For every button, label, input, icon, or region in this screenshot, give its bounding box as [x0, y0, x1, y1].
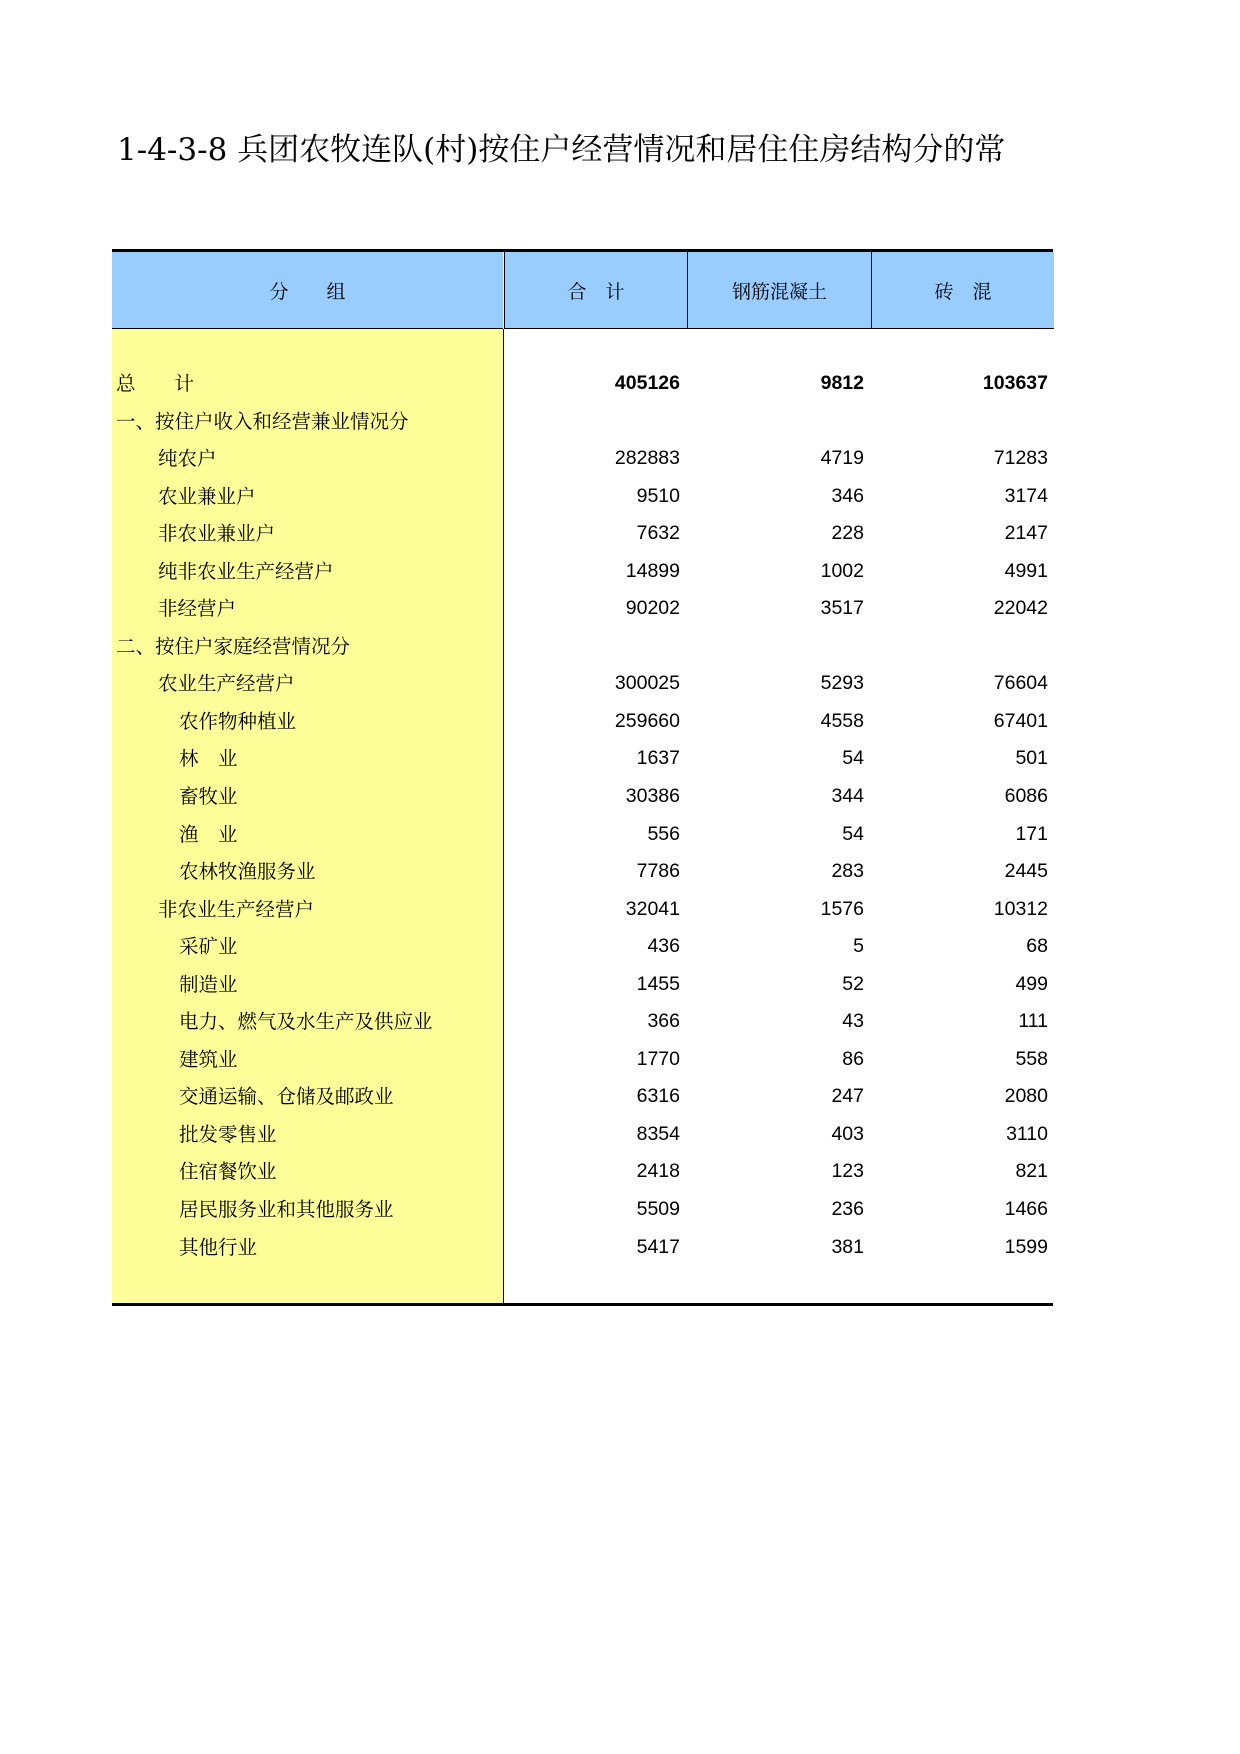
value-brick-concrete: 4991 [1004, 559, 1048, 582]
value-brick-concrete: 2147 [1004, 522, 1048, 545]
value-brick-concrete: 171 [1015, 822, 1048, 845]
value-total: 6316 [636, 1085, 680, 1108]
value-total [504, 403, 680, 441]
row-label: 一、按住户收入和经营兼业情况分 [116, 409, 409, 433]
value-brick-concrete: 76604 [993, 672, 1048, 695]
row-label: 制造业 [179, 972, 238, 996]
value-reinforced-concrete: 4558 [820, 709, 864, 732]
value-brick-concrete: 68 [1026, 935, 1048, 958]
row-label: 其他行业 [179, 1235, 258, 1259]
value-reinforced-concrete: 344 [831, 785, 864, 808]
value-total: 2418 [636, 1160, 680, 1183]
table-row [112, 891, 1053, 929]
value-brick-concrete: 22042 [993, 597, 1048, 620]
value-reinforced-concrete: 1576 [820, 897, 864, 920]
value-brick-concrete: 111 [1018, 1010, 1048, 1033]
value-reinforced-concrete: 228 [831, 522, 864, 545]
table-bottom-rule [112, 1303, 1053, 1306]
value-reinforced-concrete [687, 628, 864, 666]
value-total: 300025 [614, 672, 680, 695]
table-row [112, 1003, 1053, 1041]
table-row [112, 853, 1053, 891]
table-body [112, 365, 1053, 1266]
value-brick-concrete: 3110 [1006, 1122, 1048, 1145]
value-total: 282883 [614, 447, 680, 470]
row-label: 建筑业 [179, 1047, 238, 1071]
value-reinforced-concrete: 86 [842, 1047, 864, 1070]
row-label: 农业生产经营户 [158, 672, 295, 696]
value-total: 90202 [625, 597, 680, 620]
table-row [112, 628, 1053, 666]
value-total: 30386 [625, 785, 680, 808]
value-reinforced-concrete: 3517 [820, 597, 864, 620]
row-label: 非农业生产经营户 [158, 897, 315, 921]
value-total: 405126 [614, 372, 680, 394]
table-row [112, 928, 1053, 966]
value-brick-concrete: 3174 [1004, 484, 1048, 507]
header-reinforced-concrete: 钢筋混凝土 [687, 252, 871, 329]
value-total: 556 [647, 822, 680, 845]
table-row [112, 515, 1053, 553]
table-row [112, 1191, 1053, 1229]
row-label: 居民服务业和其他服务业 [179, 1198, 394, 1222]
value-reinforced-concrete: 123 [831, 1160, 864, 1183]
table-row [112, 703, 1053, 741]
table-row [112, 778, 1053, 816]
value-total: 32041 [625, 897, 680, 920]
table-row [112, 1229, 1053, 1267]
row-label: 林 业 [179, 747, 238, 771]
value-total: 1770 [636, 1047, 680, 1070]
row-label: 总 计 [116, 372, 195, 395]
page-title: 1-4-3-8 兵团农牧连队(村)按住户经营情况和居住住房结构分的常 [117, 132, 1006, 168]
row-label: 住宿餐饮业 [179, 1160, 277, 1184]
value-reinforced-concrete [687, 403, 864, 441]
row-label: 农林牧渔服务业 [179, 860, 316, 884]
value-total: 8354 [636, 1122, 680, 1145]
row-label: 批发零售业 [179, 1122, 277, 1146]
row-label: 非农业兼业户 [158, 522, 276, 546]
value-total: 7632 [636, 522, 680, 545]
row-label: 纯农户 [158, 447, 217, 471]
value-brick-concrete: 71283 [993, 447, 1048, 470]
row-label: 电力、燃气及水生产及供应业 [179, 1010, 433, 1034]
value-reinforced-concrete: 5 [853, 935, 864, 958]
value-brick-concrete [871, 403, 1048, 441]
value-total: 7786 [636, 860, 680, 883]
value-brick-concrete: 67401 [993, 709, 1048, 732]
value-reinforced-concrete: 9812 [820, 372, 864, 394]
value-reinforced-concrete: 52 [842, 972, 864, 995]
row-label: 农业兼业户 [158, 484, 256, 508]
value-total: 436 [647, 935, 680, 958]
value-brick-concrete: 499 [1015, 972, 1048, 995]
table-row [112, 365, 1053, 403]
value-reinforced-concrete: 4719 [820, 447, 864, 470]
table-row [112, 590, 1053, 628]
value-reinforced-concrete: 381 [831, 1235, 864, 1258]
table-row [112, 440, 1053, 478]
table-row [112, 1153, 1053, 1191]
row-label: 纯非农业生产经营户 [158, 559, 334, 583]
table-row [112, 1041, 1053, 1079]
row-label: 畜牧业 [179, 785, 238, 809]
value-brick-concrete: 821 [1015, 1160, 1048, 1183]
table-row [112, 478, 1053, 516]
value-total: 14899 [625, 559, 680, 582]
value-reinforced-concrete: 346 [831, 484, 864, 507]
value-total [504, 628, 680, 666]
value-total: 1637 [636, 747, 680, 770]
table-row [112, 553, 1053, 591]
value-brick-concrete: 1599 [1004, 1235, 1048, 1258]
header-brick-concrete: 砖 混 [871, 252, 1054, 329]
header-group: 分 组 [112, 252, 503, 329]
value-brick-concrete: 501 [1015, 747, 1048, 770]
value-brick-concrete: 2445 [1004, 860, 1048, 883]
row-label: 交通运输、仓储及邮政业 [179, 1085, 394, 1109]
value-total: 366 [647, 1010, 680, 1033]
value-total: 5417 [636, 1235, 680, 1258]
table-row [112, 740, 1053, 778]
table-row [112, 1116, 1053, 1154]
value-reinforced-concrete: 283 [831, 860, 864, 883]
value-reinforced-concrete: 1002 [820, 559, 864, 582]
value-reinforced-concrete: 54 [842, 822, 864, 845]
value-reinforced-concrete: 5293 [820, 672, 864, 695]
table-row [112, 966, 1053, 1004]
row-label: 渔 业 [179, 822, 238, 846]
value-brick-concrete: 1466 [1004, 1198, 1048, 1221]
value-brick-concrete: 103637 [982, 372, 1048, 394]
value-total: 259660 [614, 709, 680, 732]
header-total: 合 计 [504, 252, 687, 329]
value-total: 1455 [636, 972, 680, 995]
value-total: 9510 [636, 484, 680, 507]
table-row [112, 403, 1053, 441]
value-reinforced-concrete: 247 [831, 1085, 864, 1108]
value-brick-concrete [871, 628, 1048, 666]
value-reinforced-concrete: 403 [831, 1122, 864, 1145]
value-brick-concrete: 10312 [993, 897, 1048, 920]
row-label: 采矿业 [179, 935, 238, 959]
table-row [112, 1078, 1053, 1116]
value-brick-concrete: 6086 [1004, 785, 1048, 808]
row-label: 二、按住户家庭经营情况分 [116, 634, 351, 658]
value-total: 5509 [636, 1198, 680, 1221]
row-label: 农作物种植业 [179, 709, 297, 733]
value-reinforced-concrete: 43 [842, 1010, 864, 1033]
table-row [112, 665, 1053, 703]
table-row [112, 816, 1053, 854]
value-brick-concrete: 558 [1015, 1047, 1048, 1070]
value-reinforced-concrete: 54 [842, 747, 864, 770]
value-reinforced-concrete: 236 [831, 1198, 864, 1221]
value-brick-concrete: 2080 [1004, 1085, 1048, 1108]
row-label: 非经营户 [158, 597, 237, 621]
